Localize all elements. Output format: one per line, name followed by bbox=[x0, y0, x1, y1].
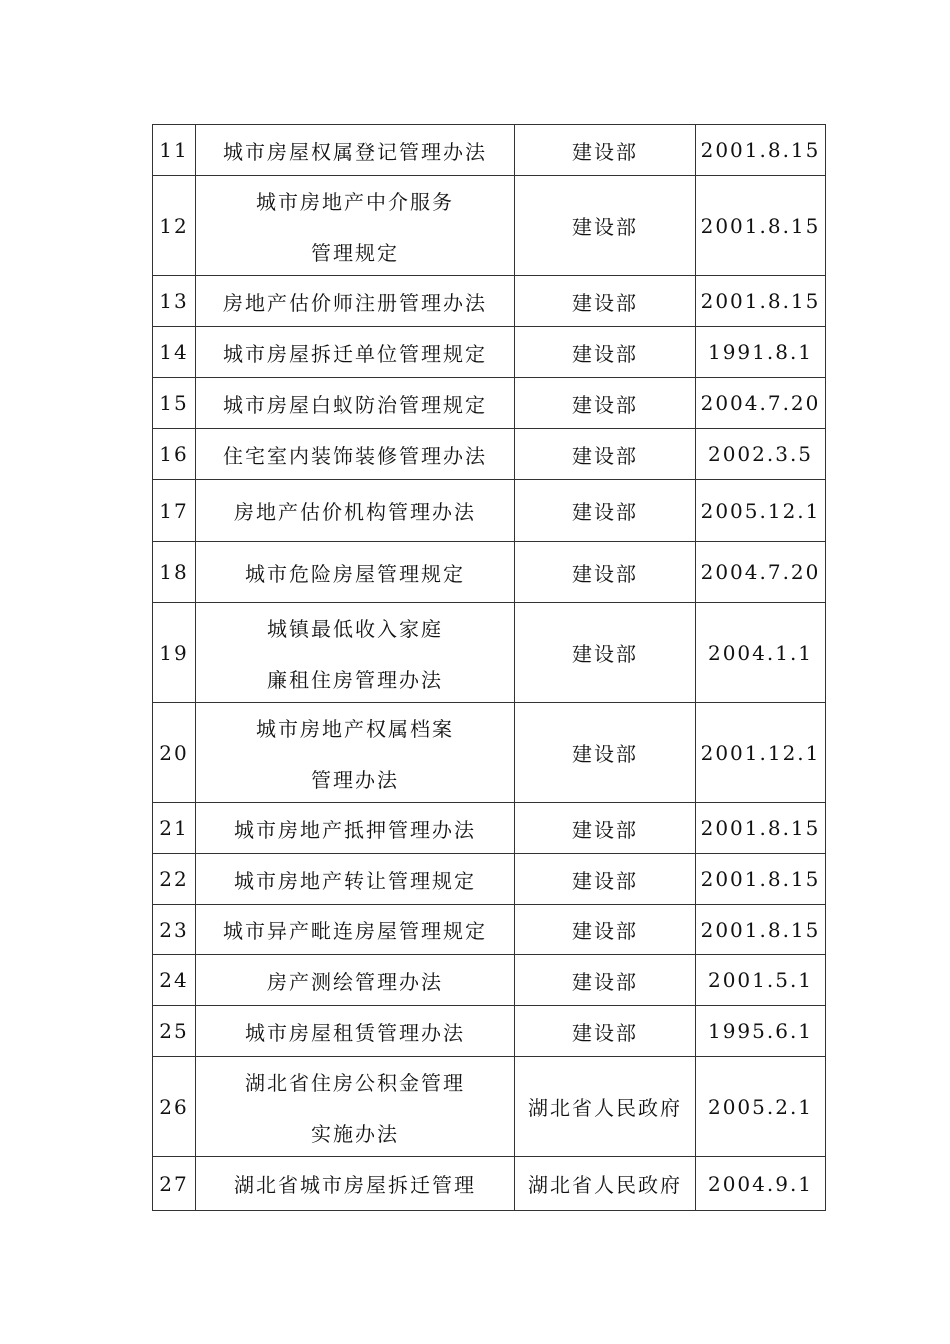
row-number: 21 bbox=[153, 803, 196, 854]
regulation-name-line: 房地产估价师注册管理办法 bbox=[223, 290, 487, 315]
table-row bbox=[153, 603, 826, 703]
regulation-name-line: 住宅室内装饰装修管理办法 bbox=[223, 443, 487, 468]
regulation-name-line: 房地产估价机构管理办法 bbox=[234, 500, 476, 524]
regulation-name-line: 房产测绘管理办法 bbox=[267, 969, 443, 994]
table-row bbox=[153, 276, 826, 327]
regulation-name-line: 城市房屋租赁管理办法 bbox=[245, 1020, 465, 1045]
regulation-name-line: 湖北省城市房屋拆迁管理 bbox=[234, 1173, 476, 1197]
table-row bbox=[153, 955, 826, 1006]
issuing-department: 建设部 bbox=[515, 125, 696, 176]
issuing-department: 建设部 bbox=[515, 378, 696, 429]
regulation-name-line: 城市房地产权属档案 bbox=[256, 716, 454, 741]
issuing-department: 建设部 bbox=[515, 327, 696, 378]
row-number: 11 bbox=[153, 125, 196, 176]
effective-date: 1995.6.1 bbox=[696, 1006, 826, 1057]
regulation-name bbox=[196, 854, 515, 905]
regulation-name bbox=[196, 429, 515, 480]
row-number: 25 bbox=[153, 1006, 196, 1057]
table-row bbox=[153, 1006, 826, 1057]
effective-date: 2001.8.15 bbox=[696, 276, 826, 327]
row-number: 18 bbox=[153, 542, 196, 603]
regulation-name-line: 管理办法 bbox=[311, 767, 399, 792]
table-row bbox=[153, 854, 826, 905]
regulation-name bbox=[196, 542, 515, 603]
row-number: 26 bbox=[153, 1057, 196, 1157]
row-number: 23 bbox=[153, 905, 196, 955]
table-row bbox=[153, 703, 826, 803]
regulation-name-line: 城市房地产转让管理规定 bbox=[234, 868, 476, 893]
issuing-department: 建设部 bbox=[515, 542, 696, 603]
regulation-name-line: 城市房屋白蚁防治管理规定 bbox=[223, 392, 487, 417]
effective-date: 2001.12.1 bbox=[696, 703, 826, 803]
effective-date: 2005.12.1 bbox=[696, 480, 826, 542]
regulation-name bbox=[196, 276, 515, 327]
effective-date: 2001.5.1 bbox=[696, 955, 826, 1006]
regulation-name bbox=[196, 176, 515, 276]
effective-date: 2001.8.15 bbox=[696, 905, 826, 955]
issuing-department: 建设部 bbox=[515, 1006, 696, 1057]
regulation-name bbox=[196, 703, 515, 803]
regulation-name-line: 城市房地产中介服务 bbox=[256, 189, 454, 214]
table-row bbox=[153, 378, 826, 429]
regulation-name bbox=[196, 1157, 515, 1211]
table-row bbox=[153, 905, 826, 955]
row-number: 14 bbox=[153, 327, 196, 378]
issuing-department: 建设部 bbox=[515, 803, 696, 854]
table-row bbox=[153, 176, 826, 276]
row-number: 20 bbox=[153, 703, 196, 803]
effective-date: 2001.8.15 bbox=[696, 803, 826, 854]
issuing-department: 湖北省人民政府 bbox=[515, 1057, 696, 1157]
table-row bbox=[153, 327, 826, 378]
row-number: 22 bbox=[153, 854, 196, 905]
regulation-name-line: 廉租住房管理办法 bbox=[267, 667, 443, 692]
regulation-name-line: 湖北省住房公积金管理 bbox=[245, 1070, 465, 1095]
regulation-name bbox=[196, 378, 515, 429]
effective-date: 2004.1.1 bbox=[696, 603, 826, 703]
regulation-name bbox=[196, 480, 515, 542]
row-number: 15 bbox=[153, 378, 196, 429]
row-number: 17 bbox=[153, 480, 196, 542]
regulation-name bbox=[196, 125, 515, 176]
effective-date: 2001.8.15 bbox=[696, 854, 826, 905]
table-row bbox=[153, 1157, 826, 1211]
regulation-name bbox=[196, 1006, 515, 1057]
row-number: 16 bbox=[153, 429, 196, 480]
effective-date: 2002.3.5 bbox=[696, 429, 826, 480]
regulation-name-line: 城市房地产抵押管理办法 bbox=[234, 817, 476, 842]
regulation-name bbox=[196, 603, 515, 703]
regulations-table bbox=[152, 124, 826, 1211]
regulation-name bbox=[196, 327, 515, 378]
table-row bbox=[153, 480, 826, 542]
regulations-table-body bbox=[153, 125, 826, 1211]
regulation-name-line: 城市房屋权属登记管理办法 bbox=[223, 139, 487, 164]
table-row bbox=[153, 125, 826, 176]
regulation-name-line: 城镇最低收入家庭 bbox=[267, 616, 443, 641]
regulation-name-line: 管理规定 bbox=[311, 240, 399, 265]
regulation-name bbox=[196, 803, 515, 854]
regulation-name-line: 实施办法 bbox=[311, 1121, 399, 1146]
effective-date: 2005.2.1 bbox=[696, 1057, 826, 1157]
effective-date: 2004.9.1 bbox=[696, 1157, 826, 1211]
row-number: 13 bbox=[153, 276, 196, 327]
issuing-department: 建设部 bbox=[515, 703, 696, 803]
regulation-name bbox=[196, 905, 515, 955]
row-number: 12 bbox=[153, 176, 196, 276]
row-number: 19 bbox=[153, 603, 196, 703]
regulation-name-line: 城市房屋拆迁单位管理规定 bbox=[223, 341, 487, 366]
regulation-name bbox=[196, 955, 515, 1006]
issuing-department: 建设部 bbox=[515, 955, 696, 1006]
issuing-department: 建设部 bbox=[515, 905, 696, 955]
regulation-name bbox=[196, 1057, 515, 1157]
issuing-department: 湖北省人民政府 bbox=[515, 1157, 696, 1211]
regulation-name-line: 城市异产毗连房屋管理规定 bbox=[223, 919, 487, 943]
issuing-department: 建设部 bbox=[515, 603, 696, 703]
issuing-department: 建设部 bbox=[515, 854, 696, 905]
regulation-name-line: 城市危险房屋管理规定 bbox=[245, 561, 465, 586]
effective-date: 2004.7.20 bbox=[696, 542, 826, 603]
table-row bbox=[153, 1057, 826, 1157]
row-number: 27 bbox=[153, 1157, 196, 1211]
effective-date: 1991.8.1 bbox=[696, 327, 826, 378]
row-number: 24 bbox=[153, 955, 196, 1006]
table-row bbox=[153, 429, 826, 480]
effective-date: 2004.7.20 bbox=[696, 378, 826, 429]
issuing-department: 建设部 bbox=[515, 429, 696, 480]
table-row bbox=[153, 803, 826, 854]
issuing-department: 建设部 bbox=[515, 480, 696, 542]
effective-date: 2001.8.15 bbox=[696, 125, 826, 176]
issuing-department: 建设部 bbox=[515, 176, 696, 276]
table-row bbox=[153, 542, 826, 603]
effective-date: 2001.8.15 bbox=[696, 176, 826, 276]
issuing-department: 建设部 bbox=[515, 276, 696, 327]
